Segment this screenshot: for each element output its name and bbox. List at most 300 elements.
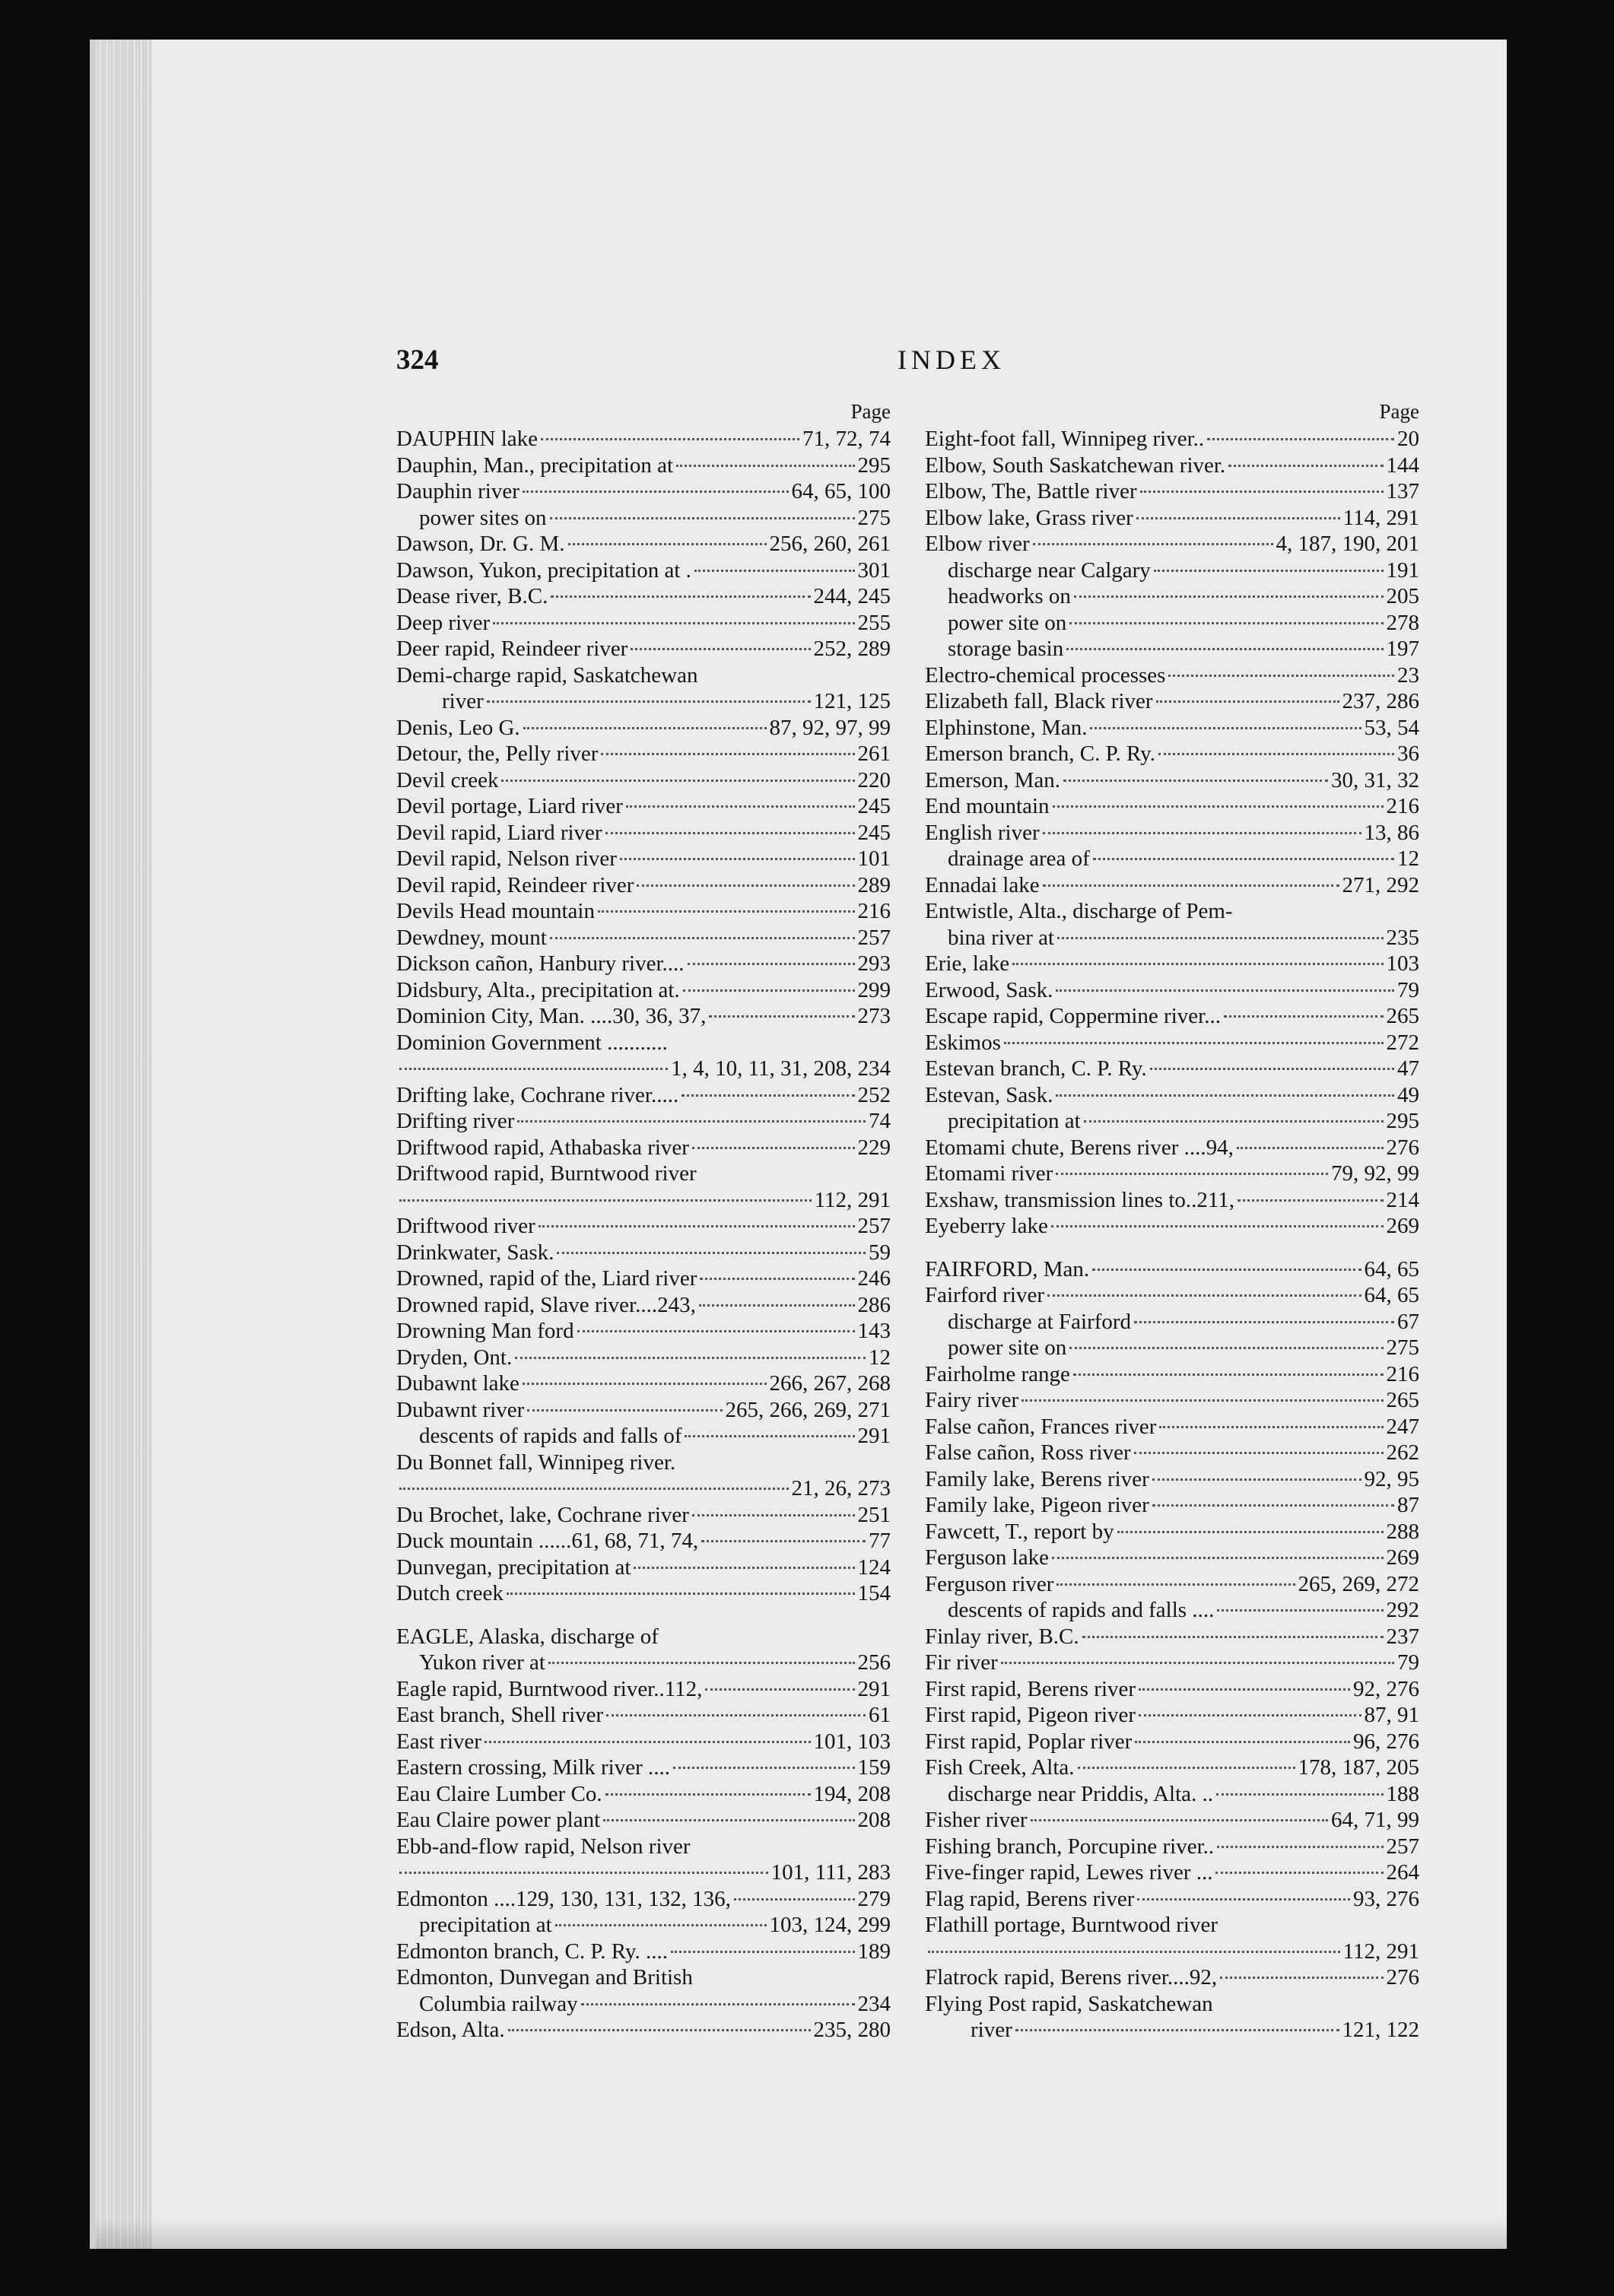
dot-leader — [1158, 753, 1394, 755]
index-entry-pages: 265 — [1386, 1388, 1419, 1412]
index-entry-term: Eyeberry lake — [925, 1214, 1048, 1238]
index-entry-term: False cañon, Ross river — [925, 1440, 1131, 1465]
dot-leader — [581, 2003, 855, 2005]
index-entry-pages: 101, 111, 283 — [770, 1860, 891, 1885]
index-entry-pages: 79, 92, 99 — [1331, 1161, 1419, 1186]
index-entry-term: Eastern crossing, Milk river .... — [396, 1755, 671, 1780]
dot-leader — [1047, 1294, 1361, 1297]
index-entry-pages: 53, 54 — [1364, 715, 1419, 740]
index-entry-pages: 189 — [857, 1939, 891, 1964]
index-entry — [396, 1240, 891, 1266]
index-entry-pages: 92, 95 — [1364, 1466, 1419, 1491]
index-entry-pages: 47 — [1397, 1056, 1419, 1081]
dot-leader — [709, 1015, 854, 1018]
index-entry-term: Devil rapid, Liard river — [396, 820, 602, 845]
index-entry-pages: 12 — [869, 1345, 891, 1370]
dot-leader — [734, 1898, 855, 1901]
index-entry — [925, 1466, 1419, 1493]
dot-leader — [493, 622, 854, 624]
index-entry-pages: 220 — [857, 767, 891, 792]
dot-leader — [601, 753, 854, 755]
index-entry — [396, 846, 891, 872]
index-entry-term: Flying Post rapid, Saskatchewan — [925, 1991, 1213, 2016]
index-entry — [925, 1030, 1419, 1056]
index-entry-pages: 77 — [869, 1529, 891, 1553]
index-entry-term: East river — [396, 1729, 481, 1754]
index-entry-term: Emerson branch, C. P. Ry. — [925, 742, 1156, 766]
dot-leader — [1092, 1269, 1361, 1271]
dot-leader — [541, 438, 799, 440]
index-entry-term: Du Brochet, lake, Cochrane river — [396, 1502, 689, 1527]
index-entry — [396, 715, 891, 742]
index-entry-term: Drinkwater, Sask. — [396, 1240, 554, 1265]
dot-leader — [692, 1514, 855, 1516]
index-entry-pages: 87, 91 — [1364, 1703, 1419, 1727]
dot-leader — [487, 700, 811, 703]
index-entry-term: Driftwood rapid, Burntwood river — [396, 1161, 697, 1186]
index-entry-pages: 245 — [857, 820, 891, 845]
index-entry — [925, 453, 1419, 479]
index-entry — [396, 1676, 891, 1703]
dot-leader — [1168, 675, 1394, 677]
index-entry — [925, 1912, 1419, 1939]
index-entry-term: Family lake, Pigeon river — [925, 1493, 1149, 1517]
dot-leader — [1056, 989, 1394, 992]
dot-leader — [1090, 727, 1361, 729]
index-entry-pages: 299 — [857, 977, 891, 1002]
index-entry — [925, 1309, 1419, 1335]
index-entry-pages: 269 — [1386, 1545, 1419, 1570]
index-entry — [396, 1755, 891, 1781]
index-entry-term: bina river at — [948, 925, 1055, 950]
index-entry-pages: 271, 292 — [1342, 872, 1419, 897]
index-entry-pages: 291 — [857, 1676, 891, 1701]
dot-leader — [700, 1278, 854, 1280]
index-entry-pages: 79 — [1397, 1650, 1419, 1675]
index-entry-term: Elbow, The, Battle river — [925, 479, 1137, 503]
dot-leader — [1137, 1898, 1350, 1901]
index-entry — [925, 925, 1419, 951]
index-entry — [396, 1702, 891, 1729]
index-entry — [925, 610, 1419, 637]
dot-leader — [1043, 884, 1339, 887]
index-entry — [396, 1187, 891, 1214]
index-entry-pages: 205 — [1386, 584, 1419, 608]
dot-leader — [1228, 465, 1383, 467]
index-entry-pages: 293 — [857, 951, 891, 976]
index-entry-term: Finlay river, B.C. — [925, 1624, 1079, 1649]
index-entry-term: Elizabeth fall, Black river — [925, 689, 1153, 713]
index-entry — [925, 1108, 1419, 1135]
index-entry-pages: 273 — [857, 1004, 891, 1028]
dot-leader — [399, 1872, 768, 1874]
index-entry-pages: 237, 286 — [1342, 689, 1419, 713]
dot-leader — [682, 1094, 854, 1097]
index-entry-pages: 112, 291 — [814, 1187, 891, 1212]
index-entry-term: Dunvegan, precipitation at — [396, 1554, 631, 1580]
index-entry-pages: 292 — [1386, 1598, 1419, 1622]
index-entry-pages: 67 — [1397, 1309, 1419, 1334]
index-entry — [396, 1161, 891, 1187]
index-entry — [925, 1082, 1419, 1109]
index-entry-pages: 275 — [857, 505, 891, 530]
dot-leader — [527, 1409, 722, 1412]
index-entry — [925, 1781, 1419, 1808]
dot-leader — [676, 465, 854, 467]
index-column-right — [925, 397, 1419, 2044]
dot-leader — [1073, 1373, 1384, 1376]
index-entry-pages: 121, 125 — [813, 689, 891, 713]
index-entry-pages: 112, 291 — [1342, 1939, 1419, 1964]
index-entry-pages: 256 — [857, 1650, 891, 1675]
index-column-left — [396, 397, 891, 2044]
index-entry-term: Estevan branch, C. P. Ry. — [925, 1056, 1147, 1081]
index-entry-pages: 252, 289 — [813, 637, 891, 661]
index-entry-term: Emerson, Man. — [925, 767, 1060, 792]
index-entry-term: Ferguson river — [925, 1571, 1054, 1596]
index-entry-pages: 216 — [1386, 794, 1419, 818]
index-entry — [925, 1755, 1419, 1781]
index-entry-term: Driftwood rapid, Athabaska river — [396, 1135, 689, 1160]
index-entry — [925, 426, 1419, 453]
dot-leader — [1215, 1872, 1383, 1874]
dot-leader — [399, 1068, 668, 1070]
index-entry — [396, 531, 891, 557]
index-entry — [925, 977, 1419, 1004]
index-entry-pages: 194, 208 — [813, 1781, 891, 1806]
index-entry — [925, 1939, 1419, 1965]
dot-leader — [605, 832, 855, 834]
dot-leader — [1134, 1452, 1384, 1454]
dot-leader — [399, 1199, 812, 1202]
index-entry — [396, 1991, 891, 2018]
index-entry-term: drainage area of — [948, 846, 1090, 871]
dot-leader — [1159, 1426, 1383, 1428]
index-entry-pages: 61 — [869, 1703, 891, 1727]
index-entry-term: Dauphin, Man., precipitation at — [396, 453, 674, 478]
page-column-label: Page — [850, 400, 891, 423]
index-entry — [925, 1282, 1419, 1309]
index-entry — [396, 1781, 891, 1808]
index-entry — [925, 1187, 1419, 1214]
dot-leader — [1043, 832, 1361, 834]
dot-leader — [626, 805, 855, 808]
index-entry — [925, 1492, 1419, 1519]
index-entry — [925, 1440, 1419, 1466]
index-entry — [396, 1423, 891, 1450]
index-entry — [925, 1859, 1419, 1886]
index-entry — [396, 557, 891, 584]
index-entry — [396, 1082, 891, 1109]
index-entry-term: Drowned rapid, Slave river....243, — [396, 1292, 696, 1317]
index-entry-term: Five-finger rapid, Lewes river ... — [925, 1860, 1213, 1885]
index-entry — [925, 846, 1419, 872]
index-entry-term: Edmonton, Dunvegan and British — [396, 1965, 693, 1990]
index-entry-term: Dubawnt lake — [396, 1371, 519, 1396]
index-entry — [925, 1414, 1419, 1440]
index-entry-pages: 279 — [857, 1886, 891, 1911]
index-entry-pages: 13, 86 — [1364, 820, 1419, 845]
index-entry — [396, 1729, 891, 1755]
index-entry — [925, 1886, 1419, 1913]
index-entry — [925, 1056, 1419, 1082]
index-entry — [925, 1702, 1419, 1729]
index-entry-pages: 71, 72, 74 — [802, 427, 891, 451]
index-entry-term: Fairy river — [925, 1388, 1019, 1412]
dot-leader — [523, 491, 789, 493]
index-entry-term: Devils Head mountain — [396, 899, 595, 923]
index-entry-pages: 256, 260, 261 — [769, 532, 891, 556]
index-entry-term: Denis, Leo G. — [396, 715, 520, 740]
dot-leader — [1051, 1225, 1384, 1227]
index-entry-term: Deer rapid, Reindeer river — [396, 637, 628, 661]
index-entry-pages: 121, 122 — [1342, 2018, 1419, 2042]
index-entry-pages: 49 — [1397, 1082, 1419, 1107]
index-entry-term: river — [442, 689, 484, 713]
index-entry-term: Eagle rapid, Burntwood river..112, — [396, 1676, 703, 1701]
dot-leader — [671, 1951, 854, 1953]
index-entry-term: Driftwood river — [396, 1214, 535, 1238]
index-entry-pages: 265, 269, 272 — [1298, 1571, 1419, 1596]
dot-leader — [1031, 1819, 1329, 1821]
dot-leader — [1001, 1662, 1394, 1664]
index-entry — [396, 1939, 891, 1965]
index-entry-pages: 21, 26, 273 — [791, 1476, 891, 1500]
dot-leader — [1069, 1347, 1383, 1349]
dot-leader — [399, 1488, 789, 1490]
index-entry — [925, 1991, 1419, 2018]
index-entry — [925, 1213, 1419, 1240]
index-entry — [396, 1834, 891, 1860]
index-entry-term: power site on — [948, 1335, 1067, 1360]
index-entry-term: Demi-charge rapid, Saskatchewan — [396, 662, 698, 688]
dot-leader — [1217, 1609, 1383, 1612]
index-entry-term: Estevan, Sask. — [925, 1082, 1053, 1107]
index-entry-pages: 244, 245 — [813, 584, 891, 608]
index-entry-pages: 214 — [1386, 1187, 1419, 1212]
index-entry — [396, 636, 891, 662]
index-entry-pages: 216 — [857, 899, 891, 923]
index-entry-term: discharge near Calgary — [948, 557, 1151, 583]
index-entry — [396, 583, 891, 610]
index-entry-term: Edmonton ....129, 130, 131, 132, 136, — [396, 1886, 731, 1911]
index-entry-pages: 286 — [857, 1292, 891, 1317]
index-entry — [396, 478, 891, 505]
index-entry-term: precipitation at — [419, 1913, 552, 1937]
index-entry-term: Edson, Alta. — [396, 2018, 505, 2042]
page-binding-edge — [96, 40, 152, 2249]
index-entry-term: Drowned, rapid of the, Liard river — [396, 1266, 697, 1291]
index-entry — [925, 793, 1419, 820]
dot-leader — [555, 1924, 767, 1926]
dot-leader — [688, 963, 855, 965]
index-entry-pages: 64, 65, 100 — [791, 479, 891, 503]
dot-leader — [603, 1819, 854, 1821]
index-entry — [396, 1859, 891, 1886]
index-entry-pages: 257 — [1386, 1834, 1419, 1859]
index-entry-term: Devil rapid, Reindeer river — [396, 872, 634, 897]
index-entry-pages: 255 — [857, 610, 891, 635]
index-entry — [925, 1624, 1419, 1650]
dot-leader — [557, 1252, 866, 1254]
index-entry-pages: 288 — [1386, 1519, 1419, 1544]
index-entry-term: First rapid, Berens river — [925, 1676, 1136, 1701]
index-entry-pages: 208 — [857, 1808, 891, 1832]
dot-leader — [1052, 1557, 1384, 1559]
dot-leader — [550, 937, 855, 939]
dot-leader — [1056, 1094, 1394, 1097]
index-entry-pages: 59 — [869, 1240, 891, 1265]
dot-leader — [1152, 1478, 1361, 1481]
index-entry — [925, 951, 1419, 977]
dot-leader — [1012, 963, 1383, 965]
dot-leader — [548, 1662, 855, 1664]
index-entry-term: Fawcett, T., report by — [925, 1519, 1114, 1544]
index-entry — [396, 1807, 891, 1834]
index-entry-term: Devil creek — [396, 767, 499, 792]
index-entry — [925, 1161, 1419, 1187]
index-entry-term: Fish Creek, Alta. — [925, 1755, 1075, 1780]
index-entry-pages: 79 — [1397, 977, 1419, 1002]
index-entry-term: End mountain — [925, 794, 1050, 818]
dot-leader — [508, 2029, 811, 2031]
dot-leader — [634, 1567, 854, 1569]
index-entry — [925, 872, 1419, 899]
index-entry — [396, 1265, 891, 1292]
index-entry — [925, 1729, 1419, 1755]
dot-leader — [551, 595, 810, 598]
dot-leader — [605, 1793, 811, 1796]
index-entry-term: Dutch creek — [396, 1581, 504, 1605]
dot-leader — [1074, 595, 1384, 598]
dot-leader — [620, 858, 855, 860]
index-entry — [925, 1519, 1419, 1545]
dot-leader — [485, 1741, 811, 1743]
index-entry-pages: 276 — [1386, 1965, 1419, 1990]
index-entry-term: headworks on — [948, 584, 1071, 608]
index-entry — [396, 662, 891, 689]
index-entry-pages: 103 — [1386, 951, 1419, 976]
index-entry-pages: 1, 4, 10, 11, 31, 208, 234 — [671, 1056, 891, 1081]
index-entry — [925, 1807, 1419, 1834]
index-entry — [396, 951, 891, 977]
index-entry-pages: 114, 291 — [1342, 505, 1419, 530]
index-entry-term: Elbow lake, Grass river — [925, 505, 1133, 530]
dot-leader — [1136, 517, 1340, 519]
dot-leader — [928, 1951, 1340, 1953]
index-entry — [396, 925, 891, 951]
index-entry-term: Flag rapid, Berens river — [925, 1886, 1135, 1911]
dot-leader — [694, 570, 855, 572]
index-entry-term: Dease river, B.C. — [396, 584, 548, 608]
index-entry-pages: 191 — [1386, 557, 1419, 583]
index-entry — [925, 1545, 1419, 1571]
dot-leader — [1150, 1068, 1394, 1070]
index-entry — [396, 872, 891, 899]
index-entry — [396, 1292, 891, 1319]
index-entry-pages: 101 — [857, 846, 891, 871]
index-entry — [925, 1571, 1419, 1598]
index-entry-pages: 245 — [857, 794, 891, 818]
index-entry-pages: 229 — [857, 1135, 891, 1160]
index-entry-pages: 12 — [1397, 846, 1419, 871]
index-entry-pages: 103, 124, 299 — [769, 1913, 891, 1937]
index-entry — [925, 1135, 1419, 1161]
index-entry — [925, 820, 1419, 846]
index-entry-term: Dawson, Dr. G. M. — [396, 532, 565, 556]
index-entry — [925, 662, 1419, 689]
index-entry-term: Fairford river — [925, 1283, 1045, 1307]
dot-leader — [1053, 805, 1384, 808]
index-entry — [396, 898, 891, 925]
dot-leader — [1156, 700, 1339, 703]
index-entry-pages: 4, 187, 190, 201 — [1276, 532, 1419, 556]
index-entry-term: power sites on — [419, 505, 547, 530]
index-entry-term: Devil rapid, Nelson river — [396, 846, 617, 871]
index-entry — [396, 688, 891, 715]
dot-leader — [550, 517, 855, 519]
index-entry-term: discharge at Fairford — [948, 1309, 1132, 1334]
index-entry-term: Yukon river at — [419, 1650, 545, 1675]
index-entry — [925, 478, 1419, 505]
index-entry-term: Dominion City, Man. ....30, 36, 37, — [396, 1004, 707, 1028]
dot-leader — [1117, 1531, 1384, 1533]
index-entry-term: Escape rapid, Coppermine river... — [925, 1004, 1221, 1028]
index-entry — [396, 741, 891, 767]
index-entry-pages: 197 — [1386, 637, 1419, 661]
index-entry-term: Elphinstone, Man. — [925, 715, 1088, 740]
index-entry — [925, 583, 1419, 610]
dot-leader — [523, 727, 767, 729]
book-page — [90, 40, 1507, 2249]
index-entry — [925, 1597, 1419, 1624]
index-entry-pages: 257 — [857, 925, 891, 950]
index-entry — [925, 1650, 1419, 1676]
index-entry-pages: 234 — [857, 1991, 891, 2016]
dot-leader — [1220, 1977, 1383, 1979]
index-entry-pages: 269 — [1386, 1214, 1419, 1238]
index-entry-pages: 87 — [1397, 1493, 1419, 1517]
dot-leader — [1069, 622, 1383, 624]
index-entry-term: Du Bonnet fall, Winnipeg river. — [396, 1450, 676, 1475]
index-entry — [396, 1554, 891, 1581]
index-entry — [925, 1361, 1419, 1388]
page-column-label: Page — [1379, 400, 1419, 423]
index-entry-pages: 93, 276 — [1353, 1886, 1419, 1911]
index-entry-pages: 178, 187, 205 — [1298, 1755, 1419, 1780]
page-number: 324 — [396, 345, 439, 376]
index-entry-term: Detour, the, Pelly river — [396, 742, 599, 766]
index-entry-term: Elbow, South Saskatchewan river. — [925, 453, 1226, 478]
index-entry-term: Flathill portage, Burntwood river — [925, 1913, 1218, 1937]
index-entry — [925, 1335, 1419, 1361]
dot-leader — [1082, 1636, 1384, 1638]
index-entry — [396, 453, 891, 479]
index-entry-term: Dominion Government ........... — [396, 1030, 668, 1055]
dot-leader — [637, 884, 854, 887]
index-entry-term: Ferguson lake — [925, 1545, 1049, 1570]
index-entry-pages: 216 — [1386, 1361, 1419, 1386]
index-entry — [396, 1964, 891, 1991]
dot-leader — [1033, 543, 1273, 545]
dot-leader — [1139, 1714, 1361, 1716]
index-entry-term: Fir river — [925, 1650, 998, 1675]
dot-leader — [1015, 2029, 1339, 2031]
index-entry-term: English river — [925, 820, 1040, 845]
index-entry-pages: 257 — [857, 1214, 891, 1238]
dot-leader — [705, 1688, 854, 1691]
index-entry-term: East branch, Shell river — [396, 1703, 604, 1727]
